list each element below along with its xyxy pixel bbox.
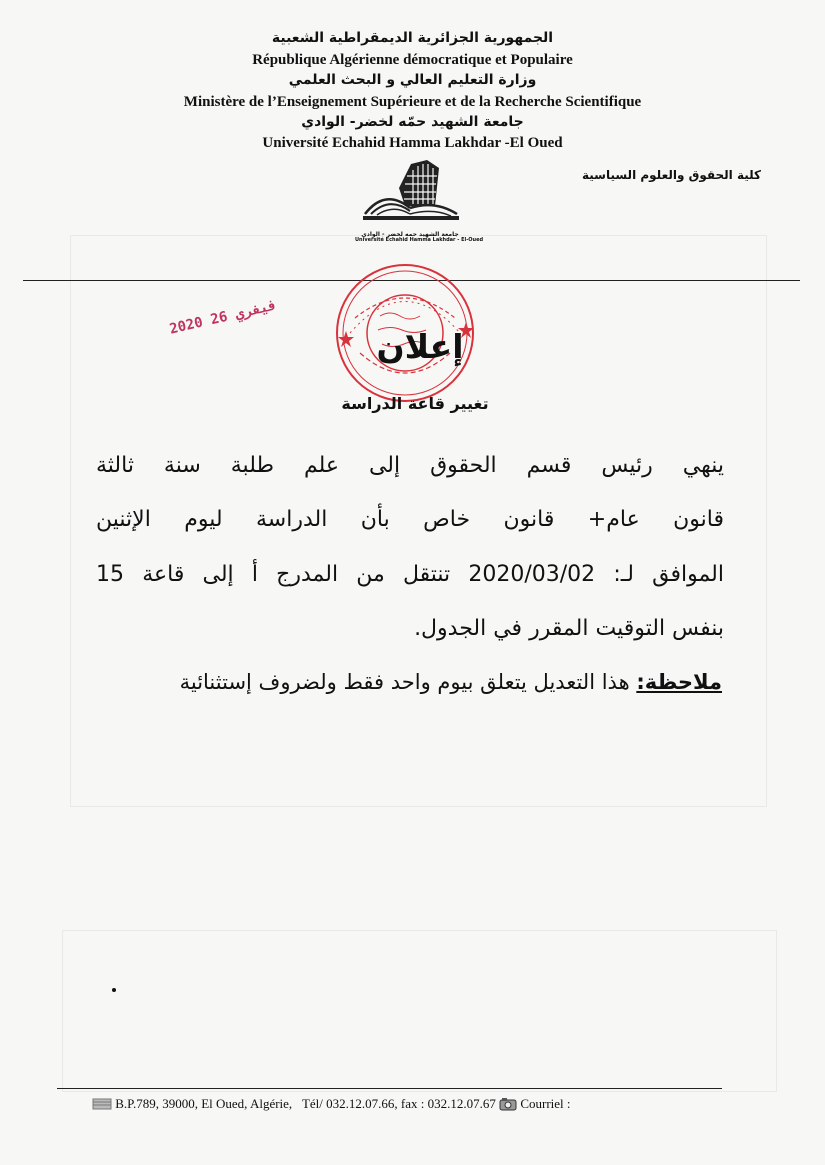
email-icon <box>499 1098 517 1113</box>
header-university-ar: جامعة الشهيد حمّه لخضر- الوادي <box>301 114 524 130</box>
footer-address: B.P.789, 39000, El Oued, Algérie, <box>115 1096 293 1111</box>
header-country-fr: République Algérienne démocratique et Populaire <box>252 52 573 68</box>
stray-mark <box>112 988 116 992</box>
faculty-name: كلية الحقوق والعلوم السياسية <box>581 168 761 182</box>
note-label: ملاحظة: <box>636 670 722 694</box>
header-university-fr: Université Echahid Hamma Lakhdar -El Oued <box>262 135 563 151</box>
footer-phone-fax: Tél/ 032.12.07.66, fax : 032.12.07.67 <box>301 1096 496 1111</box>
footer-separator <box>57 1088 722 1089</box>
mailbox-icon <box>92 1098 112 1112</box>
notice-body-line-1: ينهي رئيس قسم الحقوق إلى علم طلبة سنة ثالثة <box>96 453 724 478</box>
university-logo <box>355 158 484 248</box>
footer-email-label: Courriel : <box>520 1096 571 1111</box>
bleed-through-box-bottom <box>62 930 777 1092</box>
university-building-logo-icon <box>355 158 465 228</box>
footer-contact <box>92 1097 652 1113</box>
notice-body-line-2: قانون عام+ قانون خاص بأن الدراسة ليوم الإثنين <box>96 507 724 532</box>
notice-subject: تغيير قاعة الدراسة <box>341 394 489 413</box>
header-country-ar: الجمهورية الجزائرية الديمقراطية الشعبية <box>271 30 554 46</box>
header-ministry-fr: Ministère de l’Enseignement Supérieure et de la Recherche Scientifique <box>183 94 642 110</box>
logo-caption-fr: Université Echahid Hamma Lakhdar - El-Oued <box>355 237 484 243</box>
header-ministry-ar: وزارة التعليم العالي و البحث العلمي <box>288 72 537 88</box>
date-stamp: 2020 فيفري 26 <box>168 297 279 338</box>
note-text: هذا التعديل يتعلق بيوم واحد فقط ولضروف إستثنائية <box>179 670 637 694</box>
notice-title: إعلان <box>376 327 464 366</box>
notice-note <box>180 672 722 693</box>
notice-body-line-4: بنفس التوقيت المقرر في الجدول. <box>414 616 724 641</box>
logo-caption-ar: جامعة الشهيد حمه لخضر - الوادي <box>361 231 459 238</box>
notice-body-line-3: الموافق لـ: 2020/03/02 تنتقل من المدرج أ إلى قاعة 15 <box>96 562 724 587</box>
